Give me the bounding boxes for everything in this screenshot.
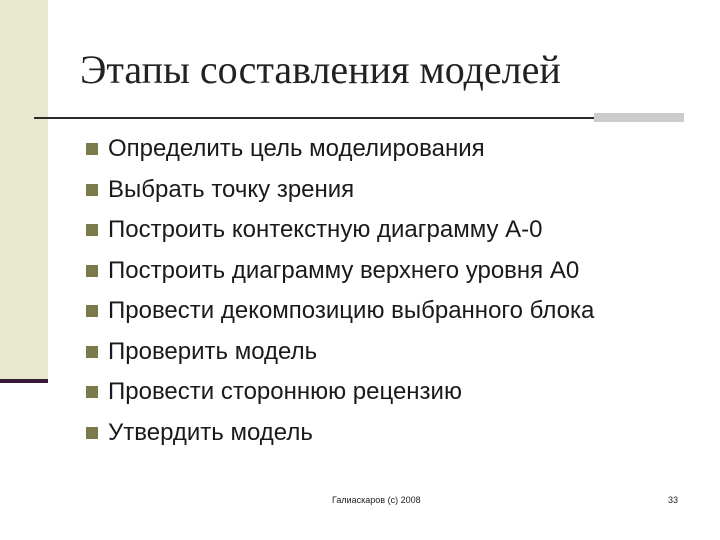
list-item: [86, 372, 594, 413]
bullet-text: Выбрать точку зрения: [108, 175, 355, 203]
list-item: [86, 291, 594, 332]
bullet-list: [86, 129, 594, 453]
square-bullet-icon: [86, 305, 98, 317]
page-number: 33: [667, 495, 678, 505]
bullet-text: Утвердить модель: [108, 418, 313, 446]
title-underline-accent: [594, 113, 684, 122]
square-bullet-icon: [86, 386, 98, 398]
bullet-text: Провести декомпозицию выбранного блока: [108, 297, 595, 325]
square-bullet-icon: [86, 346, 98, 358]
square-bullet-icon: [86, 265, 98, 277]
list-item: [86, 210, 594, 251]
list-item: [86, 251, 594, 292]
square-bullet-icon: [86, 143, 98, 155]
square-bullet-icon: [86, 184, 98, 196]
list-item: [86, 170, 594, 211]
square-bullet-icon: [86, 224, 98, 236]
bullet-text: Построить контекстную диаграмму А-0: [108, 216, 543, 244]
bullet-text: Проверить модель: [108, 337, 318, 365]
left-band-divider: [0, 379, 48, 383]
slide-title: Этапы составления моделей: [80, 47, 561, 92]
title-underline: [34, 117, 594, 119]
bullet-text: Построить диаграмму верхнего уровня А0: [108, 256, 580, 284]
list-item: [86, 332, 594, 373]
list-item: [86, 129, 594, 170]
list-item: [86, 413, 594, 454]
left-decorative-band: [0, 0, 48, 382]
bullet-text: Определить цель моделирования: [108, 135, 485, 163]
bullet-text: Провести стороннюю рецензию: [108, 378, 462, 406]
square-bullet-icon: [86, 427, 98, 439]
slide-footer: Галиаскаров (с) 2008: [332, 495, 421, 505]
